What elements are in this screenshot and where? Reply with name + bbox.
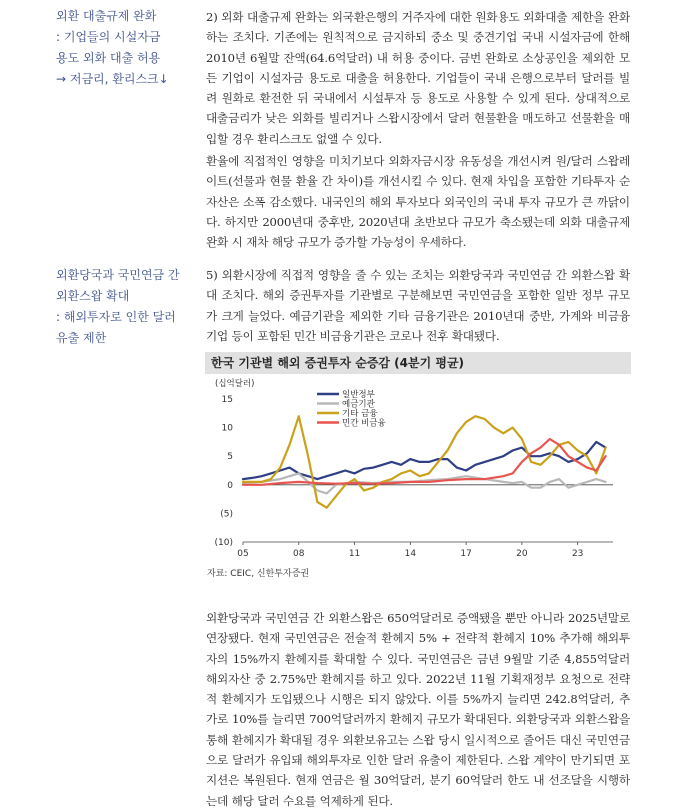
series-line-예금기관 xyxy=(243,473,606,493)
sidebar-note-fx-swap xyxy=(56,265,196,349)
sidebar-note-line: 외환 대출규제 완화 xyxy=(56,9,157,23)
y-tick-label: 5 xyxy=(227,452,233,463)
paragraph-nps-swap: 외환당국과 국민연금 간 외환스왑은 650억달러로 증액됐을 뿐만 아니라 2025년말로 연장됐다. 현재 국민연금은 전술적 환헤지 5% + 전략적 환헤지 10% 추가해 해외투자의 15%까지 환헤지를 확대할 수 있다. 국민연금은 금년 9월말 기준 4,855억달러 해외자산 중 2.75%만 환헤지를 하고 있다. 2022년 11월 기획재정부 요청으로 전략적 환헤지가 도입됐으나 시행은 되지 않았다. 이를 5%까지 늘리면 242.8억달러, 추가로 10%를 늘리면 700억달러까지 환헤지 규모가 확대된다. 외환당국과 외환스왑을 통해 환헤지가 확대될 경우 외환보유고는 스왑 당시 일시적으로 줄어든 대신 국민연금으로 달러가 유입돼 해외투자로 인한 달러 유출이 제한된다. 스왑 계약이 만기되면 포지션은 복원된다. 현재 연금은 월 30억달러, 분기 60억달러 한도 내 선조달을 시행하는데 해당 달러 수요를 억제하게 된다. xyxy=(206,611,630,808)
x-tick-label: 11 xyxy=(348,549,361,559)
sidebar-note-fx-loan xyxy=(56,6,196,90)
x-tick-label: 14 xyxy=(404,549,417,559)
sidebar-note-line: 외환스왑 확대 xyxy=(56,289,130,303)
chart-source: 자료: CEIC, 신한투자증권 xyxy=(207,569,310,579)
x-tick-label: 08 xyxy=(293,549,305,559)
x-tick-label: 23 xyxy=(571,549,584,559)
legend-label: 민간 비금융 xyxy=(342,418,386,429)
sidebar-note-line: : 기업들의 시설자금 xyxy=(56,30,161,44)
legend-label: 기타 금융 xyxy=(342,409,378,419)
sidebar-note-line: : 해외투자로 인한 달러 xyxy=(56,310,176,324)
sidebar-note-line: 용도 외화 대출 허용 xyxy=(56,51,161,65)
y-tick-label: 15 xyxy=(221,395,233,405)
x-tick-label: 05 xyxy=(237,549,249,559)
legend-label: 일반정부 xyxy=(342,390,375,400)
legend-label: 예금기관 xyxy=(342,399,375,410)
y-tick-label: 0 xyxy=(227,480,233,491)
paragraph-fx-swap-expansion: 5) 외환시장에 직접적 영향을 줄 수 있는 조치는 외환당국과 국민연금 간 외환스왑 확대 조치다. 해외 증권투자를 기관별로 구분해보면 국민연금을 포함한 일반 정부 규모가 크게 늘었다. 예금기관을 제외한 기타 금융기관은 2010년대 중반, 가계와 비금융기업 등이 포함된 민간 비금융기관은 코로나 전후 확대됐다. xyxy=(206,268,630,343)
line-chart xyxy=(205,374,631,562)
paragraph-fx-loan-easing: 2) 외화 대출규제 완화는 외국환은행의 거주자에 대한 원화용도 외화대출 제한을 완화하는 조치다. 기존에는 원칙적으로 금지하되 중소 및 중견기업 국내 시설자금에 한해 2010년 6월말 잔액(64.6억달러) 내 허용 중이다. 금번 완화로 소상공인을 제외한 모든 기업이 시설자금 용도로 대출을 허용한다. 기업들이 국내 은행으로부터 달러를 빌려 원화로 환전한 뒤 국내에서 시설투자 등 용도로 사용할 수 있게 된다. 상대적으로 대출금리가 낮은 외화를 빌리거나 스왑시장에서 달러 현물환을 매도하고 선물환을 매입할 경우 환리스크도 없앨 수 있다. xyxy=(206,10,630,146)
y-tick-label: 10 xyxy=(221,423,233,434)
sidebar-note-line: 유출 제한 xyxy=(56,331,107,345)
y-tick-label: (5) xyxy=(220,509,233,520)
y-unit-label: (십억달러) xyxy=(215,379,255,389)
paragraph-swap-rate: 환율에 직접적인 영향을 미치기보다 외화자금시장 유동성을 개선시켜 원/달러 스왑레이트(선물과 현물 환율 간 차이)를 개선시킬 수 있다. 현재 차입을 포함한 기타투자 순자산은 소폭 감소했다. 내국인의 해외 투자보다 외국인의 국내 투자 규모가 큰 까닭이다. 하지만 2000년대 중후반, 2020년대 초반보다 규모가 축소됐는데 외화 대출규제 완화 시 재차 해당 규모가 증가할 가능성이 우세하다. xyxy=(206,154,630,250)
sidebar-note-line: → 저금리, 환리스크↓ xyxy=(56,72,169,86)
x-tick-label: 17 xyxy=(460,549,472,559)
chart-panel xyxy=(205,352,631,566)
x-tick-label: 20 xyxy=(516,549,528,559)
chart-title: 한국 기관별 해외 증권투자 순증감 (4분기 평균) xyxy=(205,352,631,374)
y-tick-label: (10) xyxy=(214,538,233,548)
sidebar-note-line: 외환당국과 국민연금 간 xyxy=(56,268,180,282)
